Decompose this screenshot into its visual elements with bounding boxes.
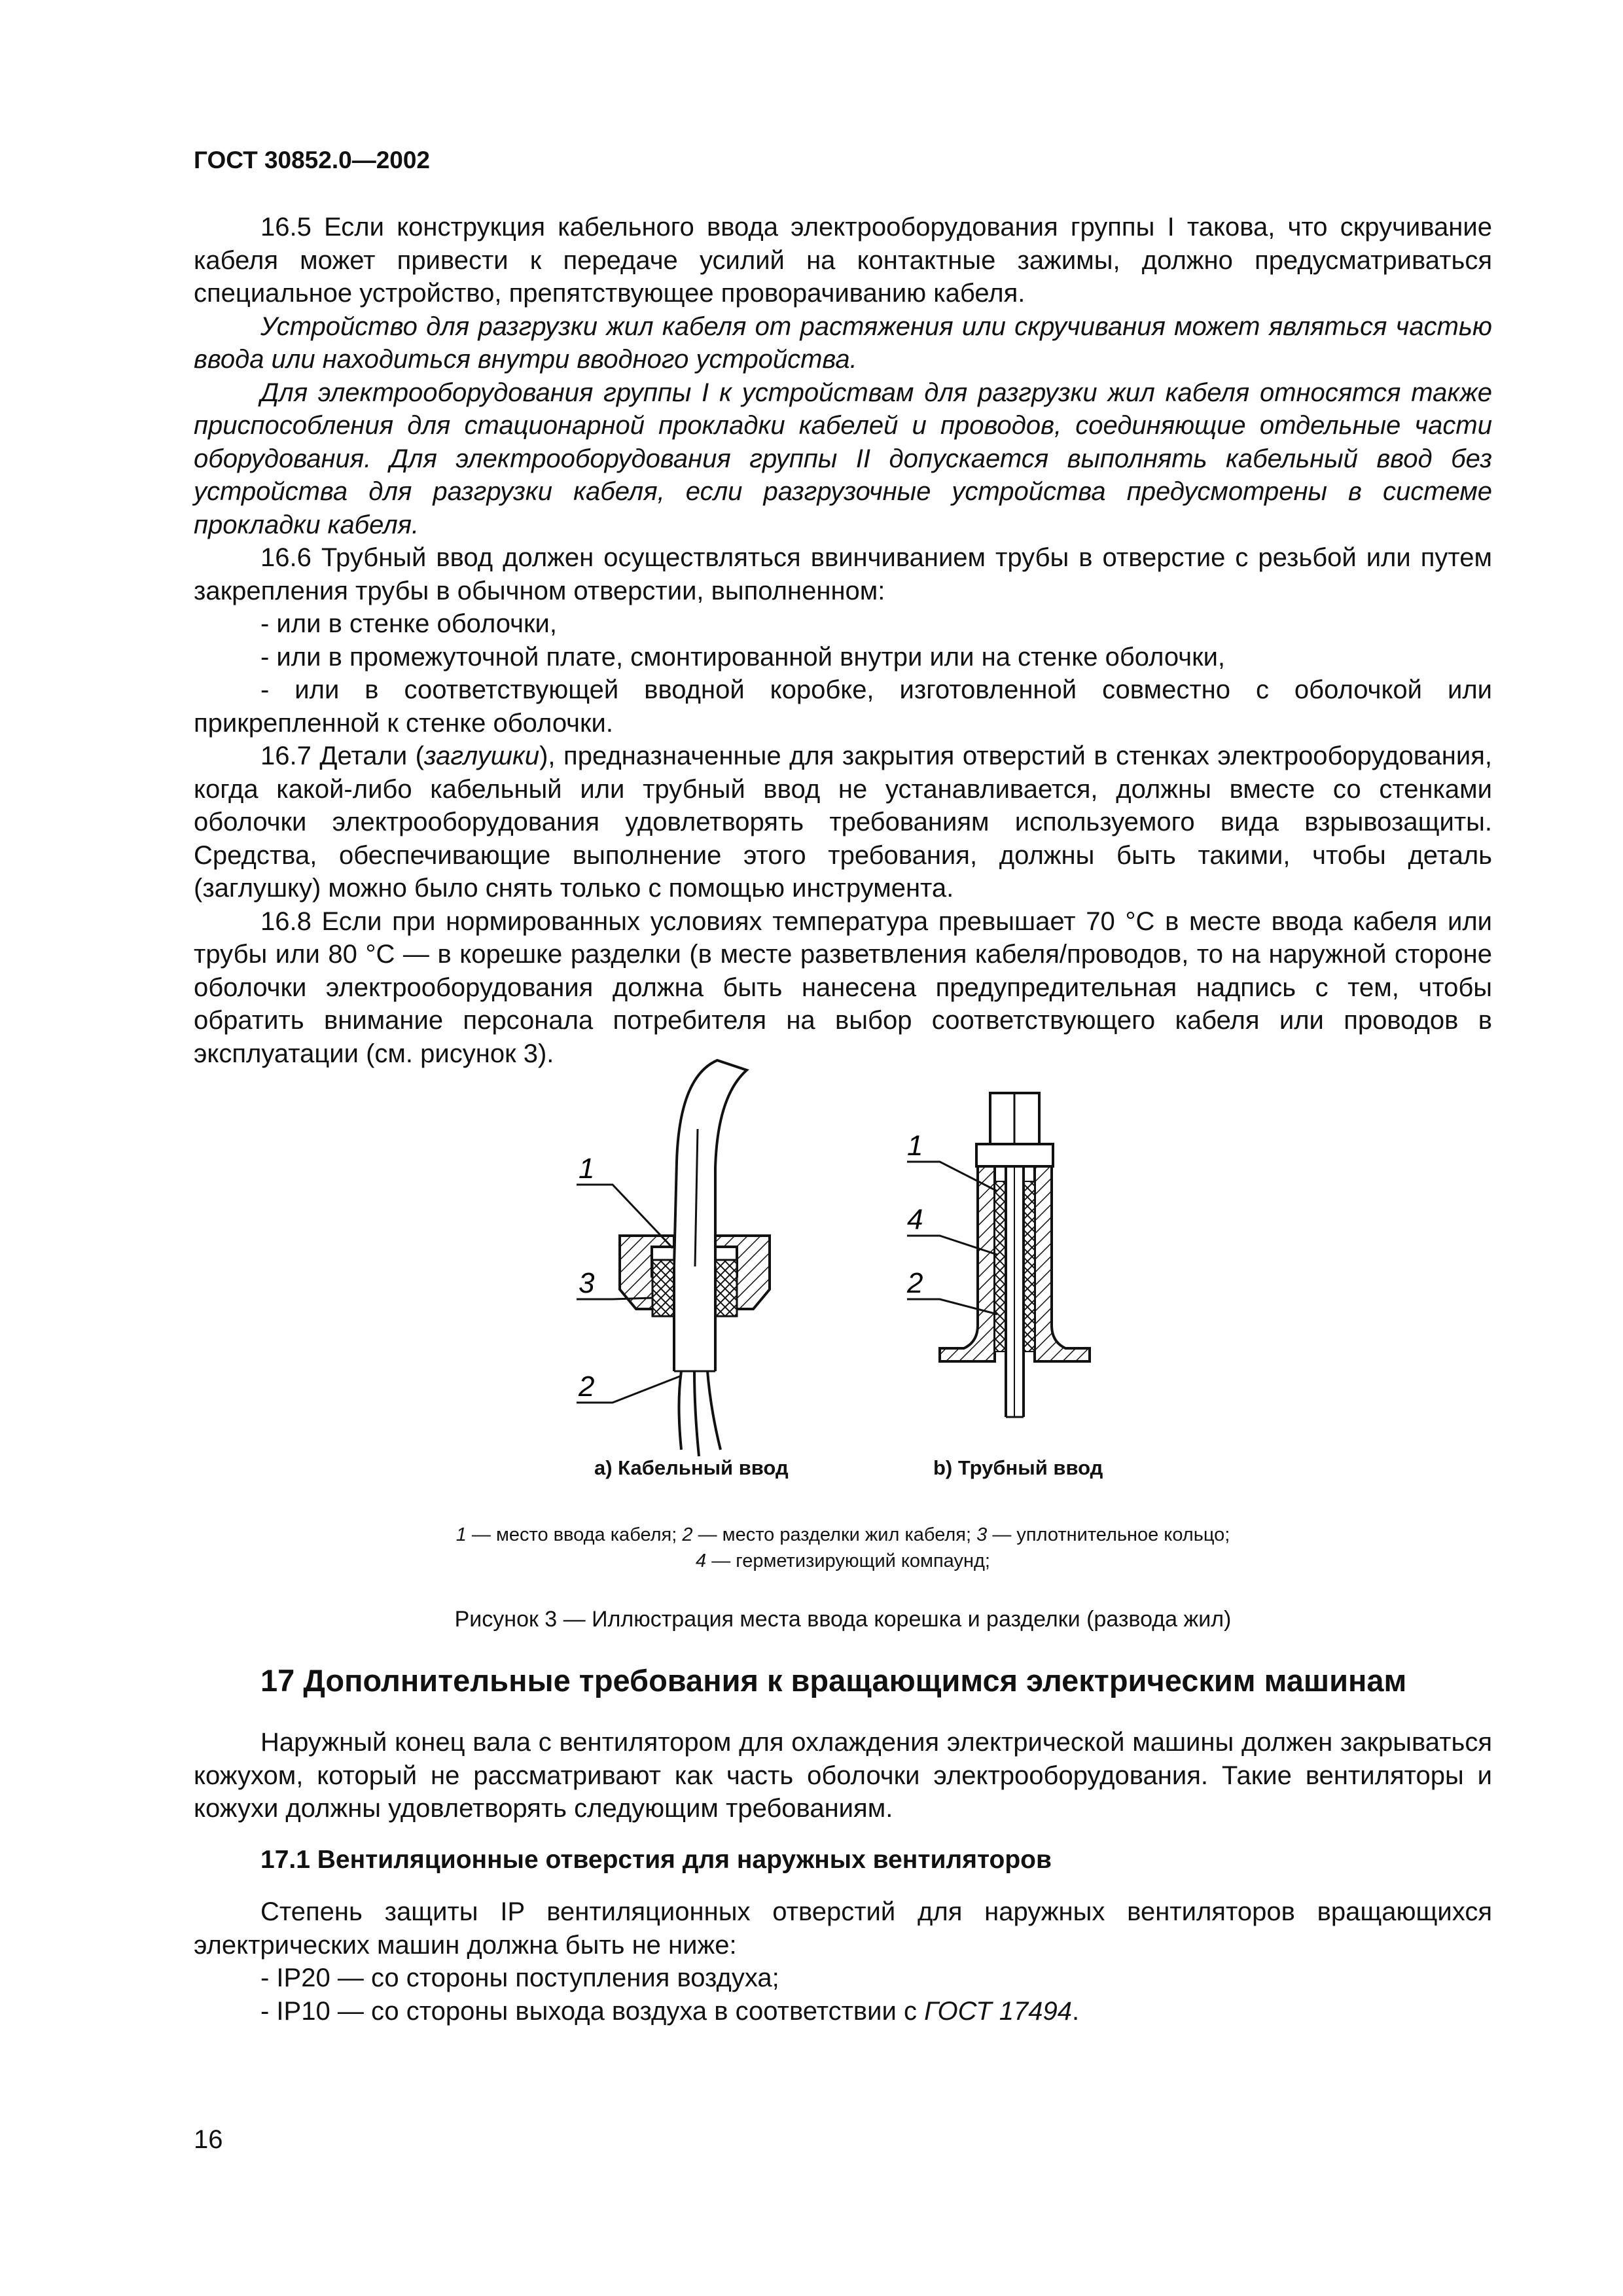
paragraph-16-5-note-1: Устройство для разгрузки жил кабеля от растяжения или скручивания может являться частью ввода или находиться внутри вводного устройства. [194,312,1492,374]
paragraph-16-7 [194,740,1492,905]
section-17-1-text: Степень защиты IP вентиляционных отверстий для наружных вентиляторов вращающихся электрических машин должна быть не ниже: [194,1897,1492,1960]
paragraph-16-5-note-2: Для электрооборудования группы I к устройствам для разгрузки жил кабеля относятся также приспособления для стационарной прокладки кабелей и проводов, соединяющие отдельные части оборудования. Для электрооборудования группы II допускается выполнять кабельный ввод без устройства для разгрузки кабеля, если разгрузочные устройства предусмотрены в системе прокладки кабеля. [194,378,1492,539]
section-17-intro-text: Наружный конец вала с вентилятором для охлаждения электрической машины должен закрываться кожухом, который не рассматривают как часть оболочки электрооборудования. Такие вентиляторы и кожухи должны удовлетворять следующим требованиям. [194,1728,1492,1823]
legend-num: 2 [682,1524,693,1545]
page-number: 16 [194,2125,223,2154]
figure-b-label-2: 2 [907,1267,923,1299]
paragraph-16-7-rest: ), предназначенные для закрытия отверстий в стенках электрооборудования, когда какой-либо кабельный или трубный ввод не устанавливается, должны вместе со стенками оболочки электрооборудования удовлетворять требованиям используемого вида взрывозащиты. Средства, обеспечивающие выполнение этого требования, должны быть такими, чтобы деталь (заглушку) можно было снять только с помощью инструмента. [194,742,1492,903]
list-item: - IP20 — со стороны поступления воздуха; [260,1964,779,1992]
list-item-end: . [1071,1996,1080,2026]
paragraph-16-5: 16.5 Если конструкция кабельного ввода электрооборудования группы I такова, что скручивание кабеля может привести к передаче усилий на контактные зажимы, должно предусматриваться специальное устройство, препятствующее проворачиванию кабеля. [194,213,1492,308]
document-header: ГОСТ 30852.0—2002 [194,147,431,173]
figure-a-label-3: 3 [579,1267,595,1299]
list-item: - или в соответствующей вводной коробке, изготовленной совместно с оболочкой или прикрепленной к стенке оболочки. [194,675,1492,738]
list-item: - или в промежуточной плате, смонтированной внутри или на стенке оболочки, [260,642,1226,672]
conduit-entry-drawing [907,1093,1090,1417]
figure-b-label-1: 1 [907,1130,923,1162]
figure-a-label-1: 1 [579,1153,595,1185]
body-text-top [194,211,1492,1070]
section-17-heading: 17 Дополнительные требования к вращающимся электрическим машинам [260,1663,1407,1698]
cable-entry-drawing [577,1060,770,1456]
figure-legend-line-2 [194,1548,1492,1574]
standard-reference: ГОСТ 17494 [924,1996,1072,2026]
figure-drawing [194,1050,1492,1469]
figure-a-label-2: 2 [579,1371,595,1403]
section-17-1-body [194,1895,1492,2028]
paragraph-16-7-start: 16.7 Детали ( [260,742,424,770]
figure-caption-b: b) Трубный ввод [933,1456,1103,1479]
list-item [194,1995,1492,2028]
legend-num: 3 [976,1524,988,1545]
legend-text: — место ввода кабеля; [466,1524,683,1545]
list-item-text: - IP10 — со стороны выхода воздуха в соответствии с [260,1996,925,2026]
list-item: - или в стенке оболочки, [260,609,557,638]
section-17-1-heading: 17.1 Вентиляционные отверстия для наружных вентиляторов [260,1846,1052,1874]
figure-legend [194,1522,1492,1574]
paragraph-16-8: 16.8 Если при нормированных условиях температура превышает 70 °С в месте ввода кабеля или трубы или 80 °С — в корешке разделки (в месте разветвления кабеля/проводов, то на наружной стороне оболочки электрооборудования должна быть нанесена предупредительная надпись с тем, чтобы обратить внимание персонала потребителя на выбор соответствующего кабеля или проводов в эксплуатации (см. рисунок 3). [194,906,1492,1068]
section-17-intro [194,1726,1492,1825]
figure-title: Рисунок 3 — Иллюстрация места ввода корешка и разделки (развода жил) [454,1607,1232,1632]
legend-text: — герметизирующий компаунд; [706,1551,990,1571]
figure-caption-a: a) Кабельный ввод [594,1456,789,1479]
legend-num: 1 [455,1524,467,1545]
legend-text: — место разделки жил кабеля; [692,1524,977,1545]
paragraph-16-6: 16.6 Трубный ввод должен осуществляться ввинчиванием трубы в отверстие с резьбой или путем закрепления трубы в обычном отверстии, выполненном: [194,543,1492,605]
figure-b-label-4: 4 [907,1204,923,1236]
figure-3 [194,1050,1492,1640]
paragraph-16-7-italic: заглушки [423,742,540,770]
figure-legend-line-1 [194,1522,1492,1548]
legend-text: — уплотнительное кольцо; [987,1524,1230,1545]
legend-num: 4 [696,1551,707,1571]
